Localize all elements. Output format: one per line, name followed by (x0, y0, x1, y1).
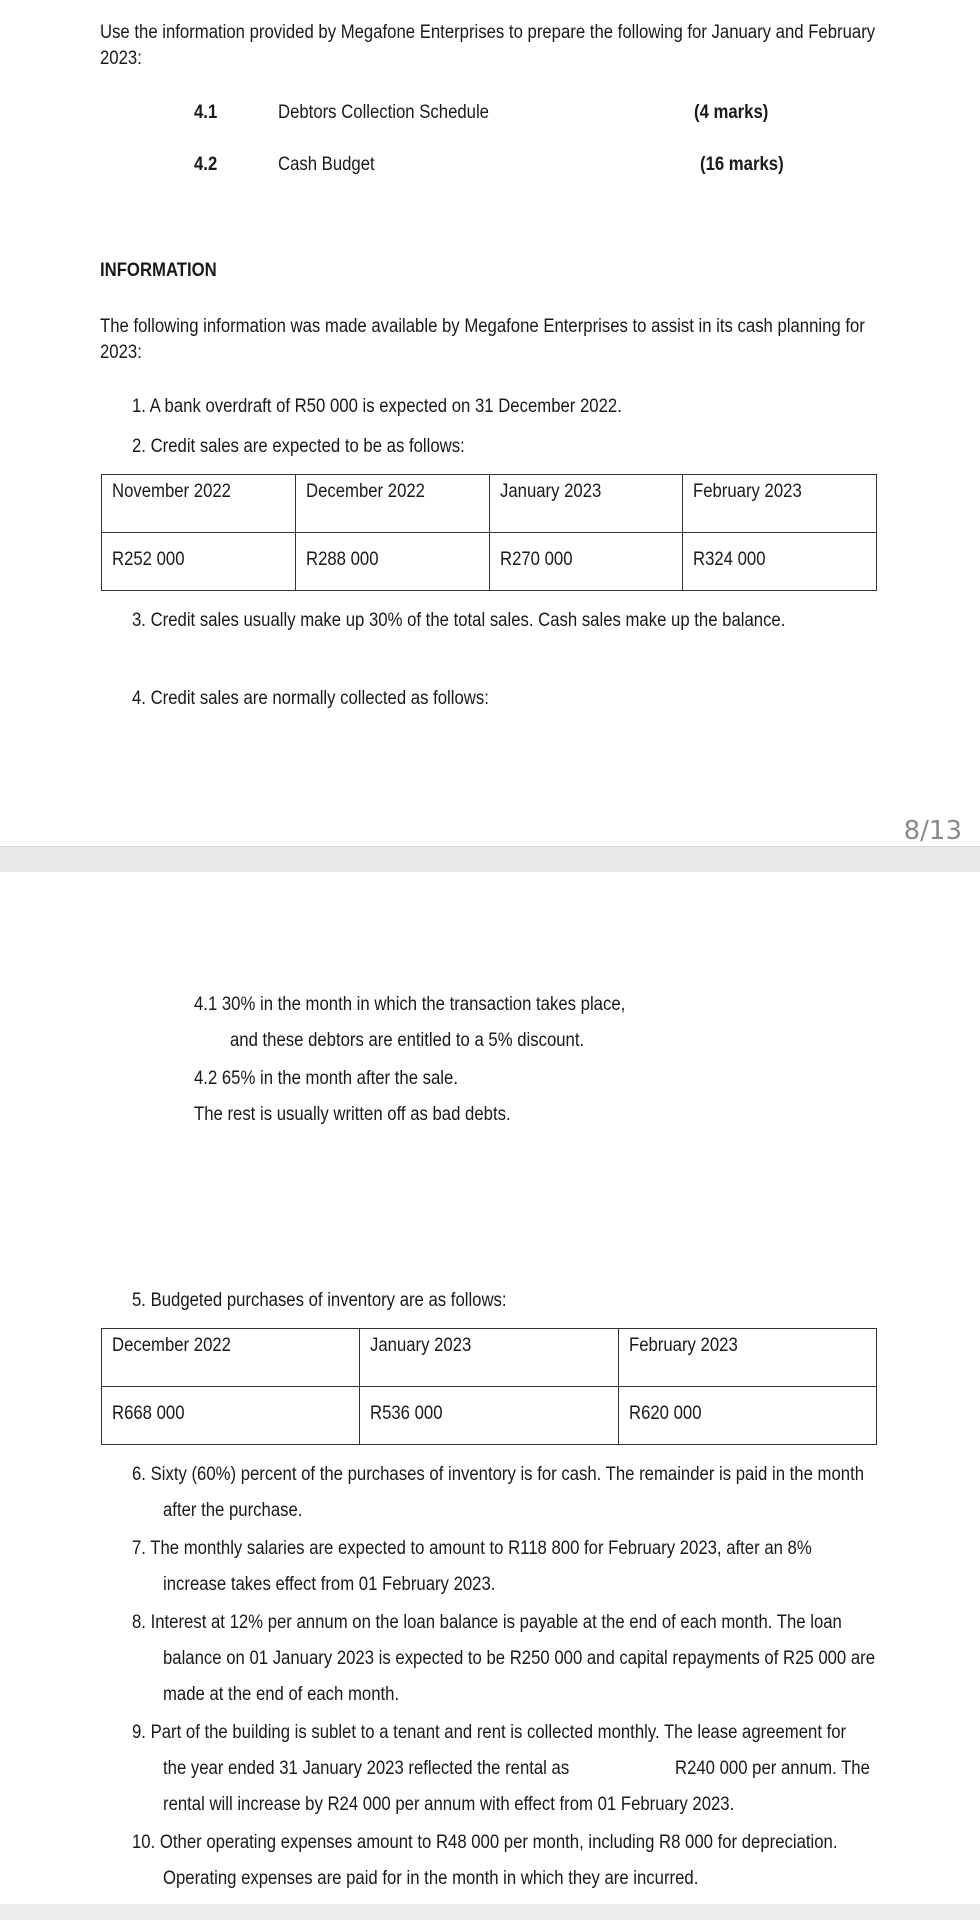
list-item-5: 5. Budgeted purchases of inventory are as follows: (132, 1290, 507, 1311)
table-cell: February 2023 (618, 1329, 876, 1387)
info-intro-text: The following information was made available by Megafone Enterprises to assist in its cash planning for (100, 316, 865, 337)
document-page-bottom (0, 872, 980, 1904)
list-item-10: 10. Other operating expenses amount to R48 000 per month, including R8 000 for depreciation. (132, 1832, 838, 1853)
list-item-3: 3. Credit sales usually make up 30% of the total sales. Cash sales make up the balance. (132, 610, 786, 631)
page-separator (0, 1904, 980, 1920)
table-cell: February 2023 (683, 475, 877, 533)
table-cell: R536 000 (360, 1387, 618, 1445)
intro-text: Use the information provided by Megafone Enterprises to prepare the following for January and February (100, 22, 876, 43)
list-item-9-cont: rental will increase by R24 000 per annum with effect from 01 February 2023. (163, 1794, 735, 1815)
task-number: 4.2 (194, 154, 218, 175)
list-item-7: 7. The monthly salaries are expected to amount to R118 800 for February 2023, after an 8% (132, 1538, 812, 1559)
list-item-2: 2. Credit sales are expected to be as follows: (132, 436, 465, 457)
info-intro-year: 2023: (100, 342, 142, 363)
list-item-6: 6. Sixty (60%) percent of the purchases of inventory is for cash. The remainder is paid in the month (132, 1464, 865, 1485)
table-cell: January 2023 (360, 1329, 618, 1387)
task-number: 4.1 (194, 102, 218, 123)
credit-sales-table (101, 474, 877, 591)
intro-year: 2023: (100, 48, 142, 69)
table-header-row (102, 1329, 877, 1387)
list-item-8-cont: made at the end of each month. (163, 1684, 400, 1705)
table-row (102, 1387, 877, 1445)
sub-item-rest: The rest is usually written off as bad debts. (194, 1104, 511, 1125)
table-row (102, 533, 877, 591)
list-item-6-cont: after the purchase. (163, 1500, 303, 1521)
task-marks: (16 marks) (700, 154, 784, 175)
task-marks: (4 marks) (694, 102, 769, 123)
table-cell: December 2022 (295, 475, 489, 533)
sub-item-4-2: 4.2 65% in the month after the sale. (194, 1068, 458, 1089)
table-cell: R324 000 (683, 533, 877, 591)
table-cell: R270 000 (489, 533, 683, 591)
document-page-top (0, 0, 980, 846)
page-indicator: 8/13 (903, 816, 962, 846)
table-header-row (102, 475, 877, 533)
table-cell: January 2023 (489, 475, 683, 533)
table-cell: November 2022 (102, 475, 296, 533)
task-label: Cash Budget (278, 154, 375, 175)
list-item-10-cont: Operating expenses are paid for in the month in which they are incurred. (163, 1868, 699, 1889)
purchases-table (101, 1328, 877, 1445)
list-item-1: 1. A bank overdraft of R50 000 is expected on 31 December 2022. (132, 396, 622, 417)
list-item-7-cont: increase takes effect from 01 February 2023. (163, 1574, 496, 1595)
information-heading: INFORMATION (100, 260, 217, 281)
table-cell: December 2022 (102, 1329, 360, 1387)
task-label: Debtors Collection Schedule (278, 102, 489, 123)
sub-item-4-1: 4.1 30% in the month in which the transaction takes place, (194, 994, 626, 1015)
list-item-8: 8. Interest at 12% per annum on the loan balance is payable at the end of each month. The loan (132, 1612, 842, 1633)
table-cell: R252 000 (102, 533, 296, 591)
sub-item-4-1-cont: and these debtors are entitled to a 5% discount. (230, 1030, 585, 1051)
list-item-8-cont: balance on 01 January 2023 is expected to be R250 000 and capital repayments of R25 000 are (163, 1648, 876, 1669)
list-item-9-rental: R240 000 per annum. The (675, 1758, 870, 1779)
table-cell: R668 000 (102, 1387, 360, 1445)
list-item-9: 9. Part of the building is sublet to a tenant and rent is collected monthly. The lease agreement for (132, 1722, 847, 1743)
table-cell: R620 000 (618, 1387, 876, 1445)
table-cell: R288 000 (295, 533, 489, 591)
page-separator (0, 846, 980, 873)
list-item-4: 4. Credit sales are normally collected as follows: (132, 688, 489, 709)
list-item-9-cont: the year ended 31 January 2023 reflected the rental as (163, 1758, 570, 1779)
